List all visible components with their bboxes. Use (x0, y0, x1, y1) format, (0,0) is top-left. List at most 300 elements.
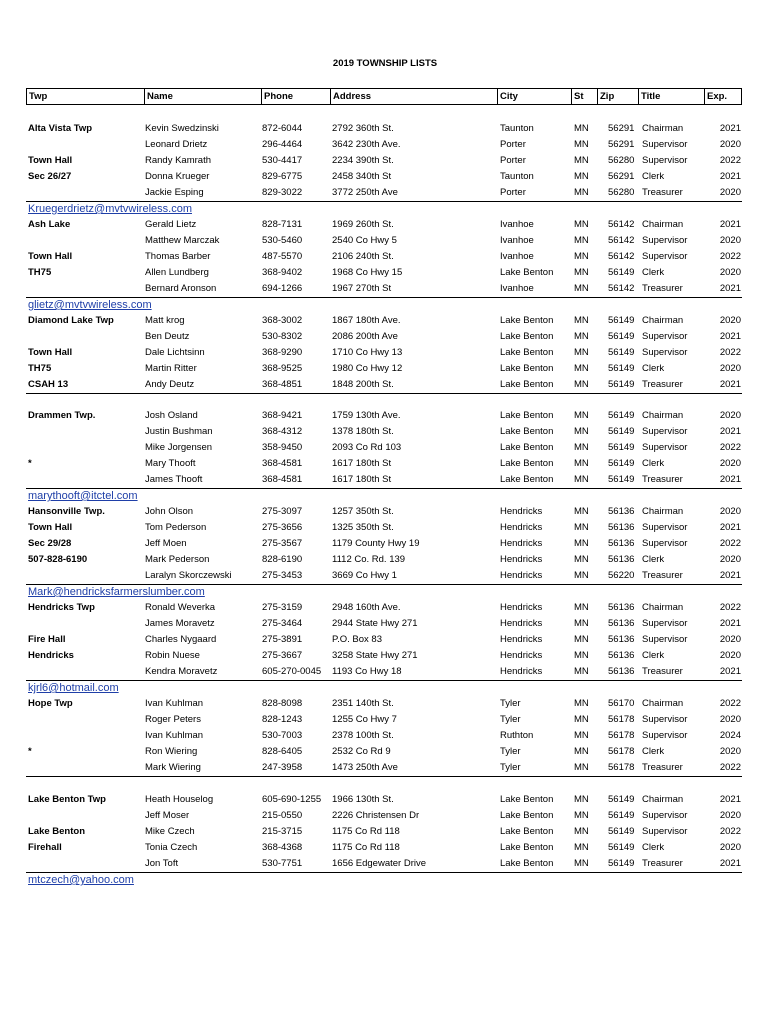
city: Lake Benton (500, 315, 554, 326)
state: MN (574, 426, 589, 437)
township-name: Diamond Lake Twp (28, 315, 114, 326)
column-header-twp: Twp (29, 91, 48, 102)
address: 2944 State Hwy 271 (332, 618, 418, 629)
zip-code: 56136 (608, 634, 635, 645)
column-header-city: City (497, 89, 572, 104)
township-name: TH75 (28, 267, 52, 278)
city: Porter (500, 139, 526, 150)
zip-code: 56149 (608, 826, 635, 837)
term-expiration: 2022 (719, 698, 741, 709)
official-title: Clerk (642, 458, 665, 469)
group-divider (26, 680, 742, 681)
official-name: Andy Deutz (145, 379, 195, 390)
address: 2106 240th St. (332, 251, 394, 262)
table-row (26, 121, 742, 137)
zip-code: 56136 (608, 554, 635, 565)
official-title: Treasurer (642, 187, 683, 198)
zip-code: 56149 (608, 379, 635, 390)
table-row (26, 408, 742, 424)
city: Lake Benton (500, 794, 554, 805)
official-name: Roger Peters (145, 714, 201, 725)
address: 1617 180th St (332, 474, 392, 485)
address: 1617 180th St (332, 458, 392, 469)
official-title: Clerk (642, 746, 665, 757)
table-row (26, 824, 742, 840)
zip-code: 56291 (608, 171, 635, 182)
phone-number: 829-6775 (262, 171, 303, 182)
email-link[interactable]: mtczech@yahoo.com (28, 874, 134, 886)
address: 1848 200th St. (332, 379, 394, 390)
phone-number: 530-4417 (262, 155, 303, 166)
zip-code: 56178 (608, 730, 635, 741)
official-title: Supervisor (642, 331, 688, 342)
term-expiration: 2020 (719, 458, 741, 469)
official-name: Ben Deutz (145, 331, 190, 342)
official-title: Supervisor (642, 139, 688, 150)
term-expiration: 2021 (719, 522, 741, 533)
city: Hendricks (500, 554, 543, 565)
address: 1255 Co Hwy 7 (332, 714, 397, 725)
official-name: Thomas Barber (145, 251, 211, 262)
city: Hendricks (500, 538, 543, 549)
phone-number: 368-4368 (262, 842, 303, 853)
official-title: Supervisor (642, 442, 688, 453)
address: 1112 Co. Rd. 139 (332, 554, 406, 565)
zip-code: 56149 (608, 331, 635, 342)
township-name: Hansonville Twp. (28, 506, 105, 517)
state: MN (574, 331, 589, 342)
official-name: Jon Toft (145, 858, 179, 869)
phone-number: 368-9402 (262, 267, 303, 278)
official-name: John Olson (145, 506, 194, 517)
address: 1966 130th St. (332, 794, 394, 805)
state: MN (574, 634, 589, 645)
address: P.O. Box 83 (332, 634, 382, 645)
state: MN (574, 858, 589, 869)
term-expiration: 2020 (719, 267, 741, 278)
sheet-title: 2019 TOWNSHIP LISTS (332, 58, 438, 69)
state: MN (574, 826, 589, 837)
city: Lake Benton (500, 331, 554, 342)
phone-number: 829-3022 (262, 187, 303, 198)
city: Taunton (500, 171, 534, 182)
official-title: Supervisor (642, 155, 688, 166)
state: MN (574, 219, 589, 230)
table-row (26, 137, 742, 153)
table-row (26, 329, 742, 345)
zip-code: 56291 (608, 139, 635, 150)
state: MN (574, 618, 589, 629)
official-name: Ivan Kuhlman (145, 698, 204, 709)
email-link[interactable]: Mark@hendricksfarmerslumber.com (28, 586, 205, 598)
phone-number: 368-4581 (262, 458, 303, 469)
township-name: Fire Hall (28, 634, 66, 645)
official-name: Matt krog (145, 315, 185, 326)
table-row (26, 664, 742, 680)
state: MN (574, 538, 589, 549)
official-title: Supervisor (642, 634, 688, 645)
official-title: Chairman (642, 794, 684, 805)
term-expiration: 2022 (719, 442, 741, 453)
table-row (26, 440, 742, 456)
term-expiration: 2020 (719, 714, 741, 725)
official-name: Martin Ritter (145, 363, 197, 374)
official-title: Supervisor (642, 347, 688, 358)
term-expiration: 2021 (719, 219, 741, 230)
zip-code: 56142 (608, 235, 635, 246)
official-title: Supervisor (642, 251, 688, 262)
zip-code: 56149 (608, 426, 635, 437)
column-header-phone: Phone (261, 89, 331, 104)
term-expiration: 2022 (719, 347, 741, 358)
address: 1710 Co Hwy 13 (332, 347, 403, 358)
official-name: Charles Nygaard (145, 634, 217, 645)
term-expiration: 2022 (719, 826, 741, 837)
zip-code: 56170 (608, 698, 635, 709)
township-name: Ash Lake (28, 219, 71, 230)
address: 2234 390th St. (332, 155, 394, 166)
phone-number: 530-5460 (262, 235, 303, 246)
table-row (26, 217, 742, 233)
email-link[interactable]: Kruegerdrietz@mvtvwireless.com (28, 203, 192, 215)
phone-number: 368-9525 (262, 363, 303, 374)
official-title: Supervisor (642, 426, 688, 437)
phone-number: 296-4464 (262, 139, 303, 150)
state: MN (574, 410, 589, 421)
table-row (26, 648, 742, 664)
state: MN (574, 363, 589, 374)
official-name: Mark Wiering (145, 762, 201, 773)
phone-number: 275-3453 (262, 570, 303, 581)
township-name: Drammen Twp. (28, 410, 96, 421)
official-title: Chairman (642, 410, 684, 421)
city: Lake Benton (500, 347, 554, 358)
group-divider (26, 584, 742, 585)
city: Lake Benton (500, 363, 554, 374)
official-title: Treasurer (642, 762, 683, 773)
city: Tyler (500, 762, 521, 773)
term-expiration: 2020 (719, 363, 741, 374)
zip-code: 56149 (608, 315, 635, 326)
city: Hendricks (500, 650, 543, 661)
zip-code: 56149 (608, 458, 635, 469)
zip-code: 56178 (608, 762, 635, 773)
city: Taunton (500, 123, 534, 134)
term-expiration: 2022 (719, 762, 741, 773)
table-row (26, 233, 742, 249)
zip-code: 56136 (608, 522, 635, 533)
phone-number: 247-3958 (262, 762, 303, 773)
state: MN (574, 666, 589, 677)
zip-code: 56178 (608, 746, 635, 757)
term-expiration: 2020 (719, 139, 741, 150)
state: MN (574, 187, 589, 198)
address: 1980 Co Hwy 12 (332, 363, 403, 374)
official-name: Allen Lundberg (145, 267, 209, 278)
group-divider (26, 201, 742, 202)
official-name: Matthew Marczak (145, 235, 220, 246)
column-header-zip: Zip (597, 89, 639, 104)
table-row (26, 520, 742, 536)
address: 2086 200th Ave (332, 331, 398, 342)
table-row (26, 249, 742, 265)
table-row (26, 760, 742, 776)
city: Hendricks (500, 570, 543, 581)
phone-number: 368-4851 (262, 379, 303, 390)
address: 1378 180th St. (332, 426, 394, 437)
zip-code: 56149 (608, 347, 635, 358)
zip-code: 56136 (608, 602, 635, 613)
official-title: Supervisor (642, 714, 688, 725)
official-title: Clerk (642, 171, 665, 182)
township-name: TH75 (28, 363, 52, 374)
city: Ivanhoe (500, 283, 534, 294)
zip-code: 56149 (608, 410, 635, 421)
term-expiration: 2021 (719, 474, 741, 485)
official-name: Ron Wiering (145, 746, 198, 757)
official-title: Chairman (642, 315, 684, 326)
phone-number: 530-7751 (262, 858, 303, 869)
state: MN (574, 762, 589, 773)
address: 1175 Co Rd 118 (332, 826, 400, 837)
phone-number: 368-4312 (262, 426, 303, 437)
official-name: Tonia Czech (145, 842, 198, 853)
group-divider (26, 297, 742, 298)
zip-code: 56149 (608, 794, 635, 805)
term-expiration: 2020 (719, 315, 741, 326)
township-name: Sec 29/28 (28, 538, 72, 549)
state: MN (574, 810, 589, 821)
official-name: Heath Houselog (145, 794, 214, 805)
address: 2792 360th St. (332, 123, 394, 134)
email-link[interactable]: kjrl6@hotmail.com (28, 682, 119, 694)
phone-number: 275-3667 (262, 650, 303, 661)
state: MN (574, 794, 589, 805)
phone-number: 605-690-1255 (262, 794, 322, 805)
table-row (26, 185, 742, 201)
address: 2351 140th St. (332, 698, 394, 709)
official-name: Mary Thooft (145, 458, 196, 469)
column-header-name: Name (144, 89, 262, 104)
term-expiration: 2021 (719, 666, 741, 677)
phone-number: 275-3097 (262, 506, 303, 517)
address: 3642 230th Ave. (332, 139, 401, 150)
township-name: CSAH 13 (28, 379, 69, 390)
township-name: * (28, 458, 32, 469)
address: 1179 County Hwy 19 (332, 538, 420, 549)
table-row (26, 313, 742, 329)
official-title: Clerk (642, 267, 665, 278)
table-row (26, 472, 742, 488)
city: Hendricks (500, 634, 543, 645)
township-name: Town Hall (28, 522, 73, 533)
phone-number: 275-3656 (262, 522, 303, 533)
state: MN (574, 730, 589, 741)
official-name: James Thooft (145, 474, 203, 485)
term-expiration: 2021 (719, 123, 741, 134)
term-expiration: 2020 (719, 554, 741, 565)
term-expiration: 2020 (719, 187, 741, 198)
phone-number: 828-8098 (262, 698, 303, 709)
state: MN (574, 746, 589, 757)
city: Porter (500, 187, 526, 198)
term-expiration: 2021 (719, 379, 741, 390)
city: Lake Benton (500, 474, 554, 485)
phone-number: 275-3159 (262, 602, 303, 613)
city: Ivanhoe (500, 219, 534, 230)
zip-code: 56149 (608, 810, 635, 821)
table-row (26, 600, 742, 616)
city: Lake Benton (500, 826, 554, 837)
phone-number: 368-9421 (262, 410, 303, 421)
column-header-st: St (571, 89, 598, 104)
address: 3258 State Hwy 271 (332, 650, 418, 661)
zip-code: 56136 (608, 650, 635, 661)
state: MN (574, 379, 589, 390)
table-row (26, 536, 742, 552)
table-row (26, 504, 742, 520)
state: MN (574, 522, 589, 533)
term-expiration: 2021 (719, 426, 741, 437)
table-row (26, 568, 742, 584)
term-expiration: 2024 (719, 730, 741, 741)
state: MN (574, 347, 589, 358)
state: MN (574, 139, 589, 150)
phone-number: 530-7003 (262, 730, 303, 741)
zip-code: 56280 (608, 187, 635, 198)
official-name: Jeff Moser (145, 810, 190, 821)
group-divider (26, 393, 742, 394)
state: MN (574, 842, 589, 853)
city: Lake Benton (500, 426, 554, 437)
table-row (26, 616, 742, 632)
zip-code: 56136 (608, 538, 635, 549)
address: 1175 Co Rd 118 (332, 842, 400, 853)
official-name: Donna Krueger (145, 171, 210, 182)
city: Lake Benton (500, 842, 554, 853)
state: MN (574, 506, 589, 517)
official-title: Chairman (642, 506, 684, 517)
state: MN (574, 267, 589, 278)
column-header-exp: Exp. (704, 89, 741, 104)
official-title: Supervisor (642, 235, 688, 246)
term-expiration: 2021 (719, 570, 741, 581)
state: MN (574, 155, 589, 166)
township-name: Hendricks (28, 650, 74, 661)
official-title: Treasurer (642, 570, 683, 581)
table-row (26, 377, 742, 393)
table-row (26, 808, 742, 824)
address: 2532 Co Rd 9 (332, 746, 391, 757)
state: MN (574, 458, 589, 469)
township-name: Hope Twp (28, 698, 73, 709)
phone-number: 368-9290 (262, 347, 303, 358)
address: 2226 Christensen Dr (332, 810, 420, 821)
official-title: Clerk (642, 363, 665, 374)
official-name: Kevin Swedzinski (145, 123, 219, 134)
address: 2458 340th St (332, 171, 392, 182)
official-title: Supervisor (642, 810, 688, 821)
official-name: Laralyn Skorczewski (145, 570, 232, 581)
address: 1257 350th St. (332, 506, 394, 517)
phone-number: 605-270-0045 (262, 666, 322, 677)
zip-code: 56291 (608, 123, 635, 134)
address: 2540 Co Hwy 5 (332, 235, 397, 246)
term-expiration: 2021 (719, 794, 741, 805)
table-row (26, 281, 742, 297)
city: Porter (500, 155, 526, 166)
city: Hendricks (500, 666, 543, 677)
table-row (26, 456, 742, 472)
phone-number: 487-5570 (262, 251, 303, 262)
city: Lake Benton (500, 458, 554, 469)
zip-code: 56142 (608, 283, 635, 294)
city: Tyler (500, 698, 521, 709)
township-name: Sec 26/27 (28, 171, 72, 182)
city: Lake Benton (500, 442, 554, 453)
term-expiration: 2020 (719, 746, 741, 757)
table-row (26, 345, 742, 361)
city: Hendricks (500, 506, 543, 517)
table-row (26, 728, 742, 744)
official-title: Supervisor (642, 618, 688, 629)
phone-number: 828-1243 (262, 714, 303, 725)
official-title: Treasurer (642, 858, 683, 869)
group-divider (26, 488, 742, 489)
term-expiration: 2021 (719, 331, 741, 342)
address: 1325 350th St. (332, 522, 394, 533)
address: 2948 160th Ave. (332, 602, 401, 613)
address: 1867 180th Ave. (332, 315, 401, 326)
zip-code: 56220 (608, 570, 635, 581)
official-title: Treasurer (642, 283, 683, 294)
zip-code: 56149 (608, 474, 635, 485)
zip-code: 56136 (608, 506, 635, 517)
email-link[interactable]: marythooft@itctel.com (28, 490, 138, 502)
city: Lake Benton (500, 410, 554, 421)
state: MN (574, 602, 589, 613)
official-title: Treasurer (642, 666, 683, 677)
address: 1969 260th St. (332, 219, 394, 230)
address: 1759 130th Ave. (332, 410, 401, 421)
zip-code: 56178 (608, 714, 635, 725)
city: Hendricks (500, 618, 543, 629)
state: MN (574, 474, 589, 485)
state: MN (574, 714, 589, 725)
term-expiration: 2020 (719, 842, 741, 853)
official-name: Jackie Esping (145, 187, 204, 198)
zip-code: 56149 (608, 842, 635, 853)
official-name: Mike Jorgensen (145, 442, 213, 453)
official-title: Supervisor (642, 826, 688, 837)
official-title: Treasurer (642, 379, 683, 390)
term-expiration: 2021 (719, 858, 741, 869)
table-row (26, 153, 742, 169)
state: MN (574, 235, 589, 246)
email-link[interactable]: glietz@mvtvwireless.com (28, 299, 152, 311)
table-row (26, 632, 742, 648)
term-expiration: 2020 (719, 410, 741, 421)
phone-number: 275-3567 (262, 538, 303, 549)
official-title: Clerk (642, 842, 665, 853)
city: Ruthton (500, 730, 534, 741)
state: MN (574, 123, 589, 134)
group-divider (26, 776, 742, 777)
official-name: Josh Osland (145, 410, 198, 421)
township-name: Lake Benton Twp (28, 794, 106, 805)
official-title: Treasurer (642, 474, 683, 485)
phone-number: 275-3891 (262, 634, 303, 645)
